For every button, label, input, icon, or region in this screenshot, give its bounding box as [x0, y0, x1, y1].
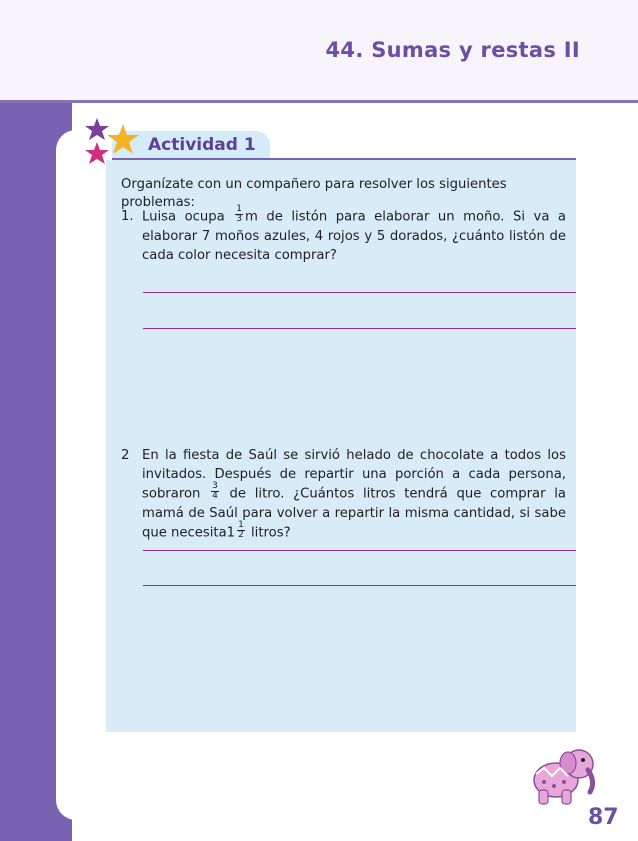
page-title: 44. Sumas y restas II: [325, 38, 580, 62]
footer-title: Desafíos Alumnos. Cuarto Grado: [376, 815, 578, 828]
fraction: $\frac{1}{3}$: [236, 204, 243, 224]
activity-rule: [112, 158, 576, 160]
problem-2: [121, 446, 566, 542]
star-gold-icon: [107, 124, 139, 154]
star-icon: [85, 118, 109, 140]
fraction: $\frac{1}{2}$: [238, 519, 244, 540]
stars-decoration: [84, 118, 144, 168]
fraction: $\frac{3}{4}$: [212, 481, 218, 501]
problem-text: En la fiesta de Saúl se sirvió helado de chocolate a todos los invitados. Después de repartir una porción a cada persona, sobraron: [142, 448, 566, 502]
answer-line[interactable]: [143, 292, 576, 293]
problem-1: [121, 204, 566, 265]
mixed-number-whole: 1: [226, 525, 236, 540]
problem-text: litros?: [251, 525, 291, 540]
page-number: 87: [588, 805, 619, 830]
problem-text: Luisa ocupa: [142, 209, 225, 225]
star-icon: [85, 142, 109, 164]
answer-line[interactable]: [143, 585, 576, 586]
activity-label: Actividad 1: [148, 135, 256, 155]
problem-number: 1.: [121, 209, 134, 224]
answer-line[interactable]: [143, 328, 576, 329]
problem-text: m de listón para elaborar un moño. Si va a elaborar 7 moños azules, 4 rojos y 5 dorados, ¿cuánto listón de cada color necesita comprar?: [142, 209, 566, 263]
problem-text: de litro. ¿Cuántos litros tendrá que comprar la mamá de Saúl para volver a repartir la misma cantidad, si sabe que necesita: [142, 486, 566, 540]
problem-number: 2: [121, 448, 130, 463]
instructions: Organízate con un compañero para resolver los siguientes problemas:: [121, 177, 507, 210]
elephant-icon: [522, 738, 598, 810]
answer-line[interactable]: [143, 550, 576, 551]
